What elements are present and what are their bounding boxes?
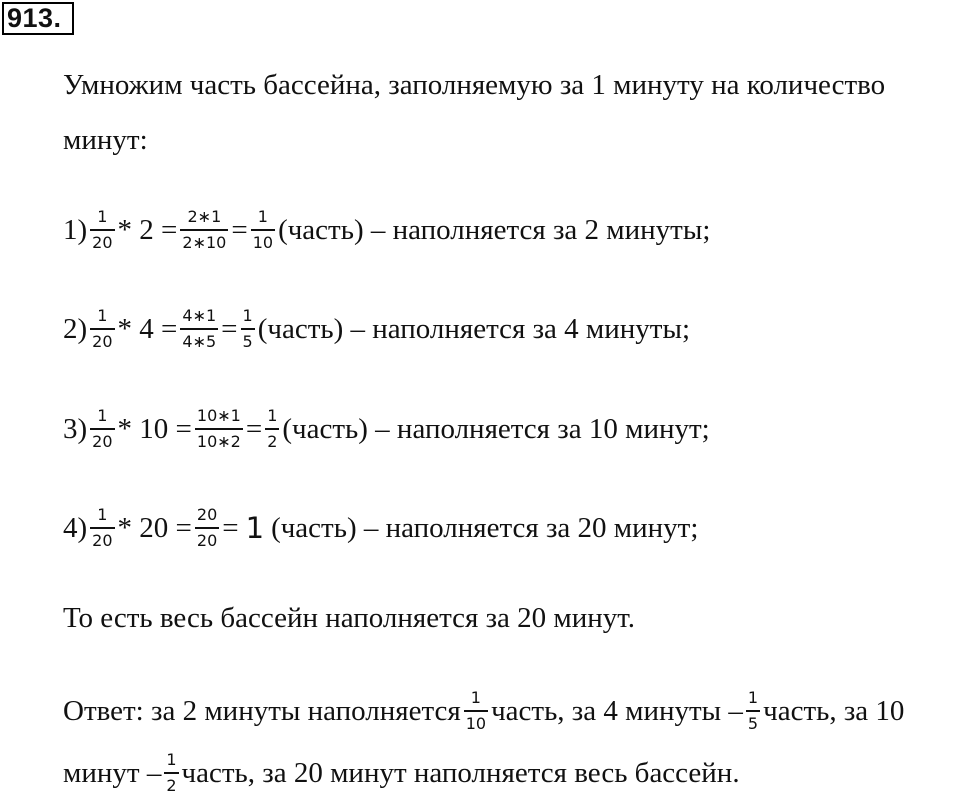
step-label: 4) (63, 511, 88, 544)
intermediate-fraction (180, 207, 228, 253)
result-fraction (265, 406, 279, 452)
base-fraction (90, 406, 114, 452)
denominator: 20 (90, 527, 114, 551)
numerator: 1 (97, 406, 108, 425)
intro-text-2: минут: (63, 123, 148, 156)
denominator: 2 (164, 772, 178, 796)
intermediate-fraction (195, 505, 219, 551)
denominator: 20 (195, 527, 219, 551)
denominator: 10 (464, 710, 488, 734)
step-description: (часть) – наполняется за 2 минуты; (278, 213, 711, 246)
problem-number: 913. (2, 2, 74, 35)
numerator: 1 (747, 688, 759, 707)
denominator: 5 (746, 710, 760, 734)
numerator: 1 (257, 207, 268, 226)
numerator: 1 (97, 306, 108, 325)
answer-text: Ответ: за 2 минуты наполняется (63, 694, 461, 727)
numerator: 1 (97, 207, 108, 226)
numerator: 1 (166, 750, 177, 769)
intermediate-fraction (180, 306, 218, 352)
answer-line-1 (63, 679, 904, 743)
solution-step-3 (63, 397, 710, 461)
operation: * 2 = (117, 213, 178, 246)
step-description: (часть) – наполняется за 4 минуты; (257, 312, 691, 345)
equals-sign: = (221, 312, 238, 345)
numerator: 2∗1 (187, 207, 222, 226)
step-label: 2) (63, 312, 88, 345)
denominator: 2∗10 (180, 229, 228, 253)
intermediate-fraction (195, 406, 243, 452)
equals-sign: = (245, 412, 263, 445)
intro-text-1: Умножим часть бассейна, заполняемую за 1 минуту на количество (63, 68, 886, 101)
numerator: 1 (470, 688, 481, 707)
answer-line-2 (63, 741, 740, 805)
base-fraction (90, 207, 114, 253)
conclusion-text: То есть весь бассейн наполняется за 20 минут. (63, 601, 636, 634)
denominator: 5 (241, 328, 255, 352)
solution-step-1 (63, 198, 710, 262)
conclusion-line (63, 586, 635, 650)
step-label: 1) (63, 213, 88, 246)
denominator: 4∗5 (180, 328, 218, 352)
numerator: 4∗1 (182, 306, 217, 325)
answer-text: минут – (63, 756, 162, 789)
equals-sign: = (231, 213, 248, 246)
denominator: 10 (251, 229, 275, 253)
solution-step-2 (63, 297, 690, 361)
answer-fraction-2 (746, 688, 760, 734)
base-fraction (90, 505, 114, 551)
numerator: 1 (267, 406, 278, 425)
numerator: 1 (97, 505, 108, 524)
result-fraction (241, 306, 255, 352)
answer-fraction-3 (164, 750, 178, 796)
answer-fraction-1 (464, 688, 488, 734)
step-label: 3) (63, 412, 88, 445)
answer-text: часть, за 20 минут наполняется весь бассейн. (181, 756, 740, 789)
numerator: 1 (242, 306, 253, 325)
denominator: 20 (90, 328, 114, 352)
operation: * 20 = (117, 511, 192, 544)
denominator: 2 (265, 428, 279, 452)
intro-line-1 (63, 53, 885, 117)
answer-text: часть, за 10 (763, 694, 905, 727)
denominator: 20 (90, 428, 114, 452)
operation: * 4 = (117, 312, 178, 345)
operation: * 10 = (117, 412, 192, 445)
intro-line-2 (63, 108, 148, 172)
step-description: (часть) – наполняется за 20 минут; (271, 511, 699, 544)
result-value: 1 (245, 511, 265, 545)
numerator: 10∗1 (196, 406, 241, 425)
denominator: 20 (90, 229, 114, 253)
answer-text: часть, за 4 минуты – (491, 694, 743, 727)
result-fraction (251, 207, 275, 253)
step-description: (часть) – наполняется за 10 минут; (282, 412, 710, 445)
equals-sign: = (222, 511, 239, 544)
solution-step-4 (63, 496, 698, 560)
numerator: 20 (196, 505, 218, 524)
base-fraction (90, 306, 114, 352)
denominator: 10∗2 (195, 428, 243, 452)
